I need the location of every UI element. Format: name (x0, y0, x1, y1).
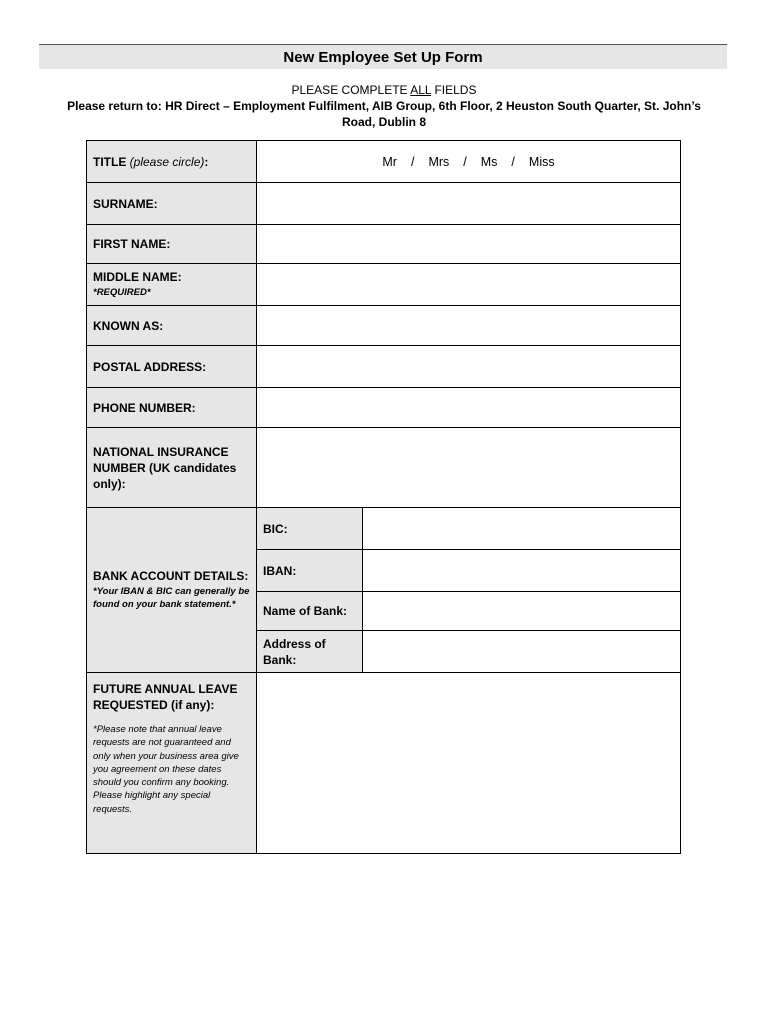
title-option-mrs[interactable]: Mrs (428, 154, 450, 169)
bank-address-label: Address of Bank: (263, 636, 326, 667)
title-option-mr[interactable]: Mr (382, 154, 397, 169)
postal-address-field[interactable] (257, 346, 680, 388)
middle-name-required-note: *REQUIRED* (93, 287, 151, 298)
title-option-miss[interactable]: Miss (528, 154, 555, 169)
form-title: New Employee Set Up Form (39, 44, 727, 69)
instruction-emphasis: ALL (410, 83, 432, 97)
title-label: TITLE (please circle): (93, 154, 209, 169)
first-name-label: FIRST NAME: (93, 237, 171, 251)
bank-address-field[interactable] (363, 631, 680, 673)
title-separator: / (511, 154, 515, 169)
iban-label-cell (257, 550, 363, 592)
known-as-label-cell (87, 306, 257, 346)
annual-leave-note: *Please note that annual leave requests are not guaranteed and only when your business area give you agreement on these dates should you confirm any booking. Please highlight any special requests. (93, 724, 239, 815)
bic-label: BIC: (263, 521, 288, 536)
annual-leave-label: FUTURE ANNUAL LEAVE REQUESTED (if any): (93, 682, 238, 712)
national-insurance-label: NATIONAL INSURANCE NUMBER (UK candidates only): (93, 444, 237, 491)
employee-form (86, 140, 681, 854)
instruction-suffix: FIELDS (431, 83, 477, 97)
surname-field[interactable] (257, 183, 680, 225)
instruction-prefix: PLEASE COMPLETE (291, 83, 411, 97)
phone-number-label-cell (87, 388, 257, 428)
return-address: Please return to: HR Direct – Employment Fulfilment, AIB Group, 6th Floor, 2 Heuston South Quarter, St. John’s Road, Dublin 8 (67, 99, 701, 129)
bank-name-label: Name of Bank: (263, 604, 348, 618)
surname-label-cell (87, 183, 257, 225)
bank-details-note: *Your IBAN & BIC can generally be found on your bank statement.* (93, 586, 250, 610)
surname-label: SURNAME: (93, 196, 158, 211)
bank-details-label-cell (87, 508, 257, 673)
phone-number-label: PHONE NUMBER: (93, 400, 196, 415)
postal-address-label-cell (87, 346, 257, 388)
postal-address-label: POSTAL ADDRESS: (93, 359, 207, 374)
phone-number-field[interactable] (257, 388, 680, 428)
middle-name-field[interactable] (257, 264, 680, 306)
first-name-label-cell (87, 225, 257, 264)
bic-field[interactable] (363, 508, 680, 550)
middle-name-label: MIDDLE NAME: (93, 270, 182, 284)
instruction-line (60, 82, 708, 98)
title-label-cell (87, 141, 257, 183)
bank-address-label-cell (257, 631, 363, 673)
known-as-field[interactable] (257, 306, 680, 346)
bank-name-label-cell (257, 592, 363, 631)
bank-details-label: BANK ACCOUNT DETAILS: (93, 569, 249, 583)
annual-leave-field[interactable] (257, 673, 680, 853)
title-options (257, 141, 680, 183)
national-insurance-field[interactable] (257, 428, 680, 508)
known-as-label: KNOWN AS: (93, 318, 164, 333)
national-insurance-label-cell (87, 428, 257, 508)
iban-field[interactable] (363, 550, 680, 592)
bank-name-field[interactable] (363, 592, 680, 631)
middle-name-label-cell (87, 264, 257, 306)
title-option-ms[interactable]: Ms (480, 154, 498, 169)
annual-leave-label-cell (87, 673, 257, 853)
title-separator: / (463, 154, 467, 169)
bic-label-cell (257, 508, 363, 550)
first-name-field[interactable] (257, 225, 680, 264)
iban-label: IBAN: (263, 563, 297, 578)
title-separator: / (410, 154, 415, 169)
